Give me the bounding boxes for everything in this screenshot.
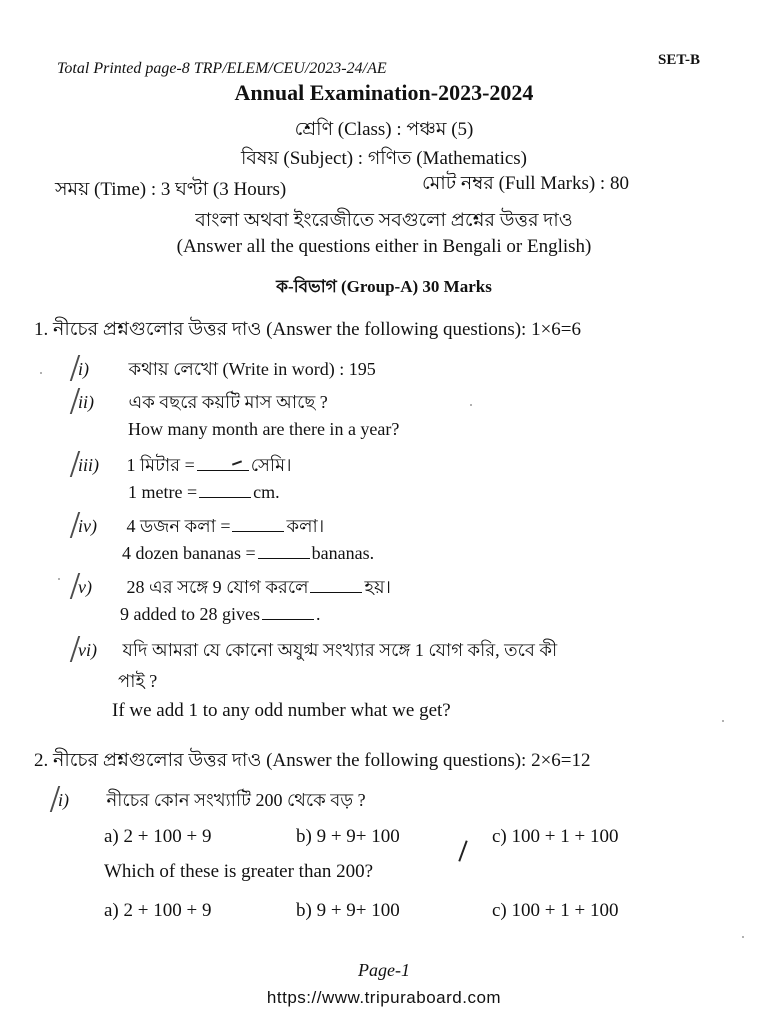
q2-item-i [58,786,366,817]
printed-pages-code: Total Printed page-8 TRP/ELEM/CEU/2023-24/AE [57,60,387,77]
q1-item-ii [78,388,328,419]
answer-blank[interactable] [262,619,314,620]
item-number: iii) [78,455,108,476]
option-b[interactable]: b) 9 + 9+ 100 [296,900,400,921]
scan-dot [742,936,744,938]
item-text-bengali: যদি আমরা যে কোনো অযুগ্ম সংখ্যার সঙ্গে 1 যোগ করি, তবে কী [122,640,558,660]
set-label: SET-B [658,52,700,68]
scan-dot [40,372,42,374]
question-2-heading: 2. নীচের প্রশ্নগুলোর উত্তর দাও (Answer the following questions): 2×6=12 [34,750,591,771]
item-text: কথায় লেখো (Write in word) : 195 [128,359,376,379]
q1-item-vi-english: If we add 1 to any odd number what we get? [112,700,451,721]
option-a[interactable]: a) 2 + 100 + 9 [104,826,212,847]
item-number: vi) [78,640,108,661]
item-number: i) [78,359,108,380]
time-line: সময় (Time) : 3 ঘণ্টা (3 Hours) [55,179,287,200]
q1-item-iv-english [122,543,374,564]
item-text-a: 9 added to 28 gives [120,604,260,624]
option-c[interactable]: c) 100 + 1 + 100 [492,826,619,847]
item-number: v) [78,577,108,598]
item-number: iv) [78,516,108,537]
scan-dot [58,578,60,580]
q1-item-ii-english: How many month are there in a year? [128,419,400,439]
item-number: i) [58,790,88,811]
item-text-b: cm. [253,482,280,502]
pen-mark-icon [458,840,467,861]
item-text-b: bananas. [311,543,375,563]
item-number: ii) [78,392,108,413]
pen-tick-icon [70,355,94,381]
item-text-b: সেমি। [250,455,292,475]
answer-blank[interactable] [199,497,251,498]
item-text-bengali: নীচের কোন সংখ্যাটি 200 থেকে বড় ? [106,790,366,810]
item-text-b: . [315,604,321,624]
option-c[interactable]: c) 100 + 1 + 100 [492,900,619,921]
q1-item-v [78,573,391,604]
scan-dot [470,404,472,406]
q1-item-iii-english [128,482,280,503]
item-text-a: 4 dozen bananas = [122,543,256,563]
source-url: https://www.tripuraboard.com [266,988,502,1007]
subject-line: বিষয় (Subject) : গণিত (Mathematics) [240,148,528,169]
q1-item-v-english [120,604,320,625]
q1-item-iv [78,512,324,543]
group-heading: ক-বিভাগ (Group-A) 30 Marks [276,277,492,296]
item-text-a: 1 মিটার = [126,455,195,475]
pen-tick-icon [50,786,74,812]
q1-item-vi-bengali-cont: পাই ? [118,671,158,691]
scan-dot [722,720,724,722]
page-number: Page-1 [358,960,410,980]
class-line: শ্রেণি (Class) : পঞ্চম (5) [294,119,474,140]
instruction-english: (Answer all the questions either in Bengali or English) [176,236,592,257]
answer-blank[interactable] [232,531,284,532]
instruction-bengali: বাংলা অথবা ইংরেজীতে সবগুলো প্রশ্নের উত্তর দাও [195,210,573,231]
item-text-a: 28 এর সঙ্গে 9 যোগ করলে [126,577,309,597]
q2-english: Which of these is greater than 200? [104,861,374,882]
question-1-heading: 1. নীচের প্রশ্নগুলোর উত্তর দাও (Answer the following questions): 1×6=6 [34,319,582,340]
q1-item-vi [78,636,557,667]
answer-blank[interactable] [258,558,310,559]
option-b[interactable]: b) 9 + 9+ 100 [296,826,400,847]
item-text-bengali: এক বছরে কয়টি মাস আছে ? [128,392,328,412]
item-text-a: 4 ডজন কলা = [126,516,231,536]
item-text-a: 1 metre = [128,482,198,502]
full-marks-line: মোট নম্বর (Full Marks) : 80 [422,173,629,194]
q1-item-iii [78,451,292,482]
q1-item-i [78,355,376,386]
answer-blank[interactable] [310,592,362,593]
item-text-b: কলা। [286,516,325,536]
exam-title: Annual Examination-2023-2024 [234,80,534,105]
option-a[interactable]: a) 2 + 100 + 9 [104,900,212,921]
item-text-b: হয়। [364,577,391,597]
answer-blank[interactable] [197,470,249,471]
